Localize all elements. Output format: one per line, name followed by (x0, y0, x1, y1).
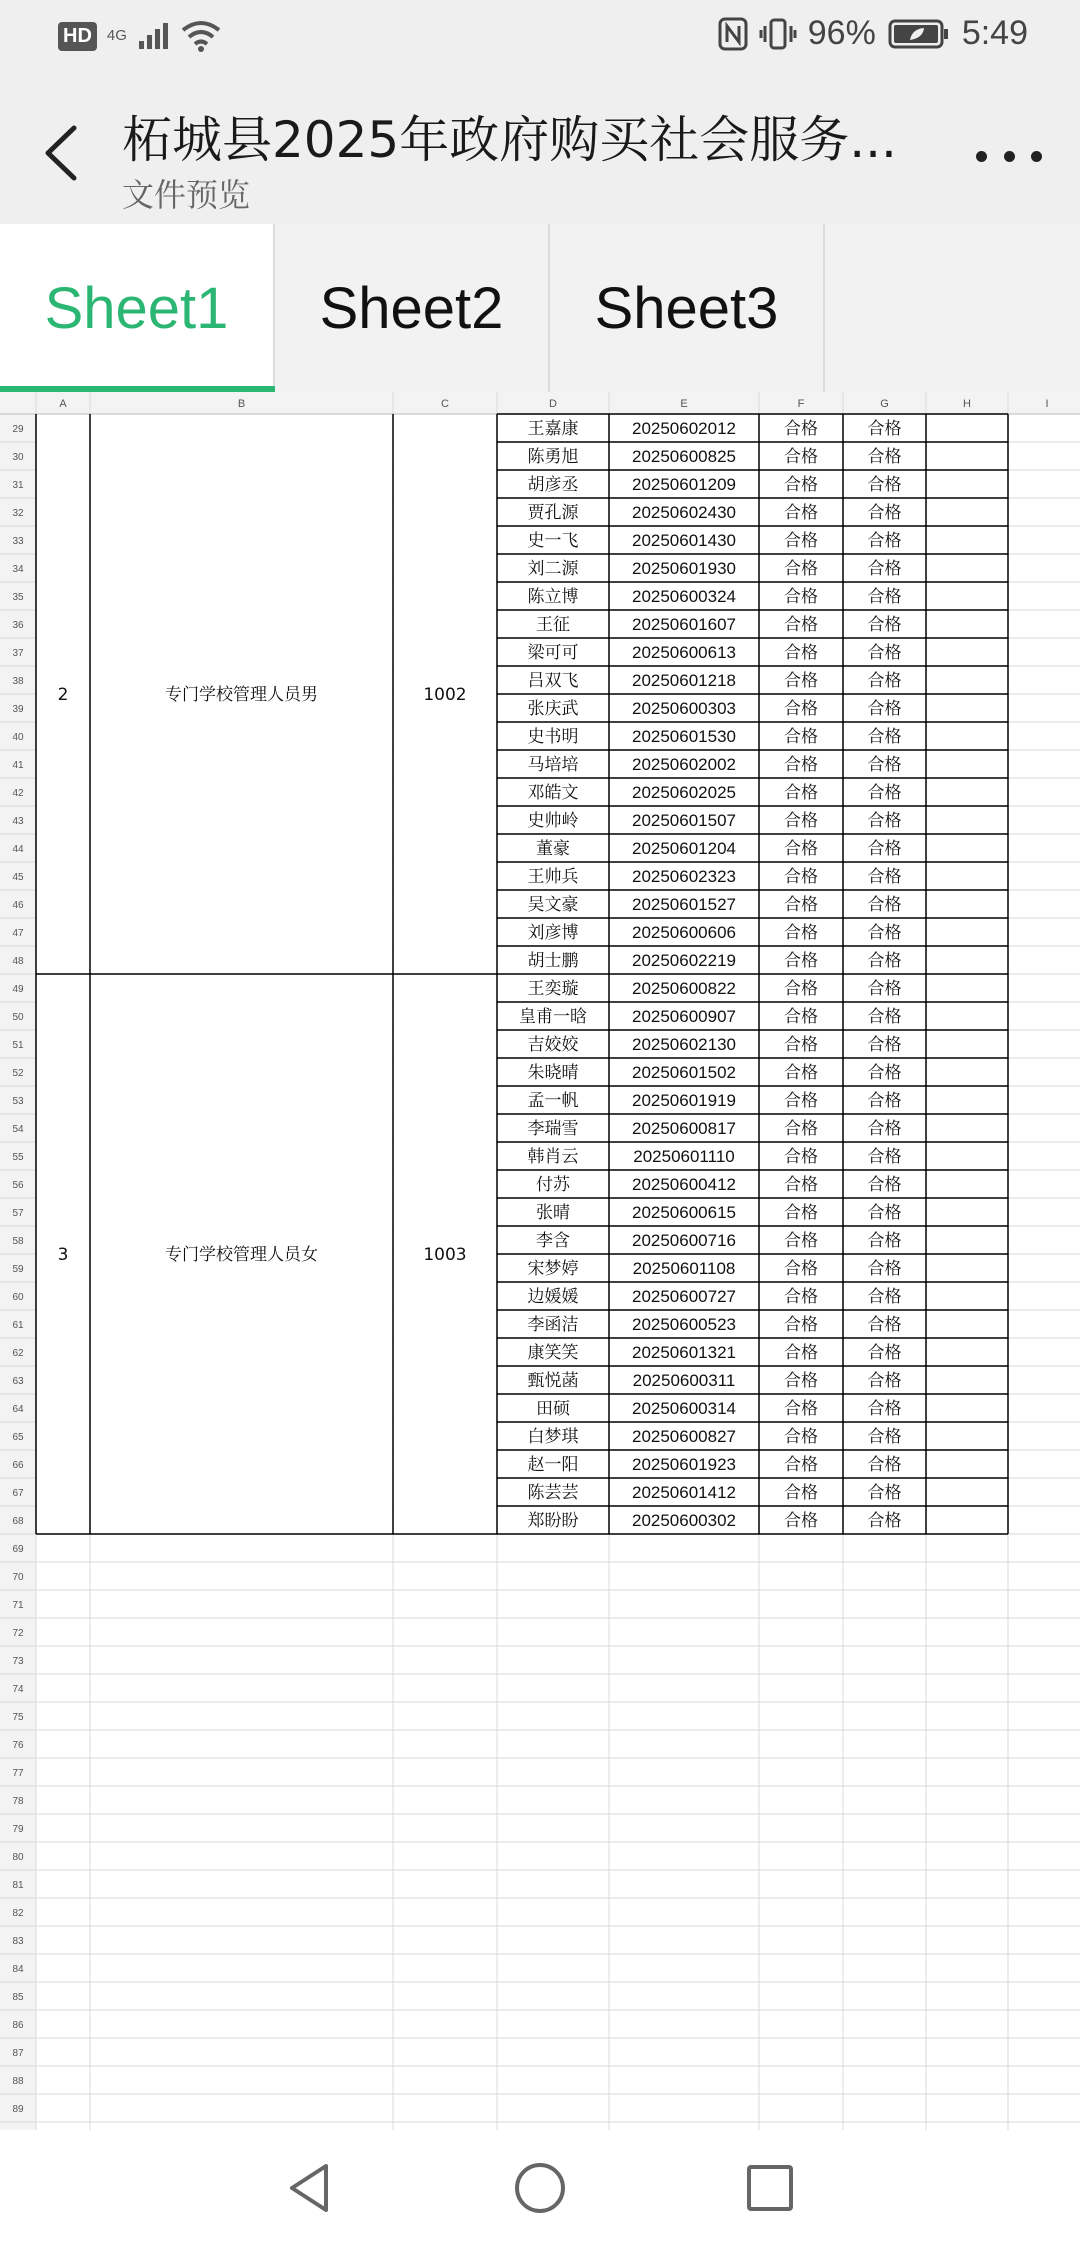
result-g: 合格 (867, 1007, 902, 1027)
row-number: 54 (12, 1124, 24, 1135)
result-f: 合格 (784, 1259, 818, 1279)
exam-number: 20250601919 (631, 1091, 737, 1110)
column-header-I: I (1045, 398, 1049, 410)
result-g: 合格 (867, 1175, 902, 1195)
candidate-name: 史一飞 (527, 531, 579, 551)
result-f: 合格 (784, 755, 818, 775)
result-g: 合格 (867, 839, 902, 859)
candidate-name: 王奕璇 (527, 979, 579, 999)
system-nav-bar (0, 2130, 1080, 2244)
result-g: 合格 (867, 643, 902, 663)
exam-number: 20250601218 (631, 671, 737, 690)
result-f: 合格 (784, 503, 818, 523)
exam-number: 20250600412 (631, 1175, 737, 1194)
candidate-name: 刘彦博 (527, 923, 579, 943)
row-number: 66 (12, 1460, 24, 1471)
result-g: 合格 (867, 951, 902, 971)
row-number: 87 (12, 2048, 24, 2059)
exam-number: 20250601108 (632, 1259, 736, 1278)
candidate-name: 吴文豪 (527, 895, 579, 915)
result-f: 合格 (784, 1287, 818, 1307)
status-left (58, 20, 221, 52)
row-number: 48 (12, 956, 24, 967)
result-f: 合格 (784, 923, 818, 943)
result-f: 合格 (784, 1091, 818, 1111)
result-f: 合格 (784, 643, 818, 663)
row-number: 88 (12, 2076, 24, 2087)
exam-number: 20250601430 (631, 531, 737, 550)
candidate-name: 吉姣姣 (527, 1035, 579, 1055)
exam-number: 20250602430 (631, 503, 737, 522)
spreadsheet-grid (0, 392, 1080, 2130)
clock: 5:49 (961, 14, 1028, 52)
result-f: 合格 (784, 1511, 818, 1531)
result-g: 合格 (867, 1455, 902, 1475)
status-right (718, 14, 1028, 53)
row-number: 80 (12, 1852, 24, 1863)
result-g: 合格 (867, 1511, 902, 1531)
group-number: 3 (57, 1245, 69, 1265)
row-number: 56 (12, 1180, 24, 1191)
exam-number: 20250601209 (631, 475, 737, 494)
result-f: 合格 (784, 671, 818, 691)
candidate-name: 王帅兵 (527, 867, 579, 887)
result-g: 合格 (867, 587, 902, 607)
tab-sheet1[interactable]: Sheet1 (0, 224, 275, 392)
exam-number: 20250601204 (631, 839, 737, 858)
exam-number: 20250601607 (631, 615, 737, 634)
row-number: 70 (12, 1572, 24, 1583)
column-header-H: H (963, 398, 971, 410)
result-g: 合格 (867, 419, 902, 439)
candidate-name: 张晴 (536, 1203, 570, 1223)
result-g: 合格 (867, 1483, 902, 1503)
candidate-name: 李瑞雪 (527, 1119, 579, 1139)
tab-sheet2[interactable]: Sheet2 (275, 224, 550, 392)
candidate-name: 田硕 (536, 1399, 570, 1419)
nav-home-icon[interactable] (512, 2160, 568, 2216)
result-f: 合格 (784, 727, 818, 747)
candidate-name: 张庆武 (527, 699, 579, 719)
tab-sheet3[interactable]: Sheet3 (550, 224, 825, 392)
row-number: 78 (12, 1796, 24, 1807)
exam-number: 20250602323 (631, 867, 737, 886)
result-f: 合格 (784, 475, 818, 495)
result-g: 合格 (867, 1119, 902, 1139)
result-f: 合格 (784, 1007, 818, 1027)
result-g: 合格 (867, 1399, 902, 1419)
row-number: 77 (12, 1768, 24, 1779)
more-options-icon[interactable] (976, 146, 1042, 166)
exam-number: 20250600827 (631, 1427, 737, 1446)
row-number: 75 (12, 1712, 24, 1723)
result-f: 合格 (784, 1231, 818, 1251)
candidate-name: 贾孔源 (527, 503, 579, 523)
position-code: 1002 (423, 685, 467, 705)
exam-number: 20250601930 (631, 559, 737, 578)
result-g: 合格 (867, 727, 902, 747)
result-g: 合格 (867, 559, 902, 579)
result-g: 合格 (867, 1091, 902, 1111)
signal-icon (137, 21, 171, 51)
exam-number: 20250600716 (631, 1231, 737, 1250)
row-number: 62 (12, 1348, 24, 1359)
candidate-name: 朱晓晴 (527, 1063, 579, 1083)
row-number: 38 (12, 676, 24, 687)
candidate-name: 马培培 (527, 755, 579, 775)
candidate-name: 边媛媛 (527, 1287, 579, 1307)
row-number: 65 (12, 1432, 24, 1443)
exam-number: 20250600727 (631, 1287, 737, 1306)
column-header-bar (0, 392, 1080, 414)
candidate-name: 郑盼盼 (527, 1511, 579, 1531)
exam-number: 20250601412 (631, 1483, 737, 1502)
row-number: 50 (12, 1012, 24, 1023)
result-g: 合格 (867, 867, 902, 887)
exam-number: 20250601530 (631, 727, 737, 746)
row-number: 39 (12, 704, 24, 715)
row-number: 67 (12, 1488, 24, 1499)
exam-number: 20250601502 (631, 1063, 737, 1082)
row-number: 31 (12, 480, 24, 491)
battery-icon (888, 18, 950, 50)
hd-badge: HD (58, 22, 97, 51)
spreadsheet-view[interactable] (0, 392, 1080, 2130)
column-header-B: B (237, 398, 246, 410)
row-number: 30 (12, 452, 24, 463)
candidate-name: 李含 (536, 1231, 570, 1251)
result-g: 合格 (867, 895, 902, 915)
row-number: 71 (12, 1600, 24, 1611)
candidate-name: 胡彦丞 (527, 475, 579, 495)
vibrate-icon (760, 17, 796, 51)
result-f: 合格 (784, 699, 818, 719)
row-number: 85 (12, 1992, 24, 2003)
exam-number: 20250602012 (631, 419, 737, 438)
row-number: 47 (12, 928, 24, 939)
row-number: 37 (12, 648, 24, 659)
row-number: 68 (12, 1516, 24, 1527)
result-g: 合格 (867, 1035, 902, 1055)
result-f: 合格 (784, 1063, 818, 1083)
result-f: 合格 (784, 1371, 818, 1391)
candidate-name: 刘二源 (527, 559, 579, 579)
row-number: 60 (12, 1292, 24, 1303)
row-number: 61 (12, 1320, 24, 1331)
result-f: 合格 (784, 1343, 818, 1363)
sheet-tab-bar (0, 224, 1080, 394)
exam-number: 20250600324 (631, 587, 737, 606)
result-f: 合格 (784, 419, 818, 439)
status-bar (0, 0, 1080, 78)
exam-number: 20250601527 (631, 895, 737, 914)
row-number: 63 (12, 1376, 24, 1387)
candidate-name: 董豪 (536, 839, 570, 859)
candidate-name: 陈立博 (527, 587, 579, 607)
result-f: 合格 (784, 615, 818, 635)
candidate-name: 康笑笑 (527, 1343, 579, 1363)
candidate-name: 宋梦婷 (527, 1259, 579, 1279)
row-number: 55 (12, 1152, 24, 1163)
exam-number: 20250600817 (631, 1119, 737, 1138)
column-header-E: E (680, 398, 688, 410)
result-g: 合格 (867, 1427, 902, 1447)
column-header-F: F (797, 398, 805, 410)
row-number: 46 (12, 900, 24, 911)
exam-number: 20250601110 (633, 1147, 735, 1166)
result-g: 合格 (867, 671, 902, 691)
row-number: 83 (12, 1936, 24, 1947)
row-number: 53 (12, 1096, 24, 1107)
result-g: 合格 (867, 811, 902, 831)
result-g: 合格 (867, 475, 902, 495)
row-number: 42 (12, 788, 24, 799)
row-number: 43 (12, 816, 24, 827)
exam-number: 20250602130 (631, 1035, 737, 1054)
row-number: 45 (12, 872, 24, 883)
result-f: 合格 (784, 587, 818, 607)
row-number: 74 (12, 1684, 24, 1695)
result-g: 合格 (867, 503, 902, 523)
row-number: 81 (12, 1880, 24, 1891)
candidate-name: 皇甫一晗 (519, 1007, 587, 1027)
row-number: 44 (12, 844, 24, 855)
position-name: 专门学校管理人员女 (165, 1245, 318, 1265)
exam-number: 20250601923 (631, 1455, 737, 1474)
result-f: 合格 (784, 867, 818, 887)
exam-number: 20250600606 (631, 923, 737, 942)
result-g: 合格 (867, 755, 902, 775)
exam-number: 20250602219 (631, 951, 737, 970)
document-title: 柘城县2025年政府购买社会服务... (122, 111, 897, 169)
candidate-name: 付苏 (536, 1175, 570, 1195)
row-number: 57 (12, 1208, 24, 1219)
row-number: 29 (12, 424, 24, 435)
result-f: 合格 (784, 783, 818, 803)
exam-number: 20250600303 (631, 699, 737, 718)
row-number: 51 (12, 1040, 24, 1051)
row-number: 40 (12, 732, 24, 743)
result-f: 合格 (784, 895, 818, 915)
result-g: 合格 (867, 1203, 902, 1223)
row-number: 72 (12, 1628, 24, 1639)
document-subtitle: 文件预览 (122, 176, 251, 214)
battery-percent: 96% (807, 14, 876, 52)
nav-back-icon[interactable] (282, 2160, 338, 2216)
candidate-name: 梁可可 (527, 643, 579, 663)
row-number: 33 (12, 536, 24, 547)
row-number: 58 (12, 1236, 24, 1247)
result-g: 合格 (867, 1147, 902, 1167)
candidate-name: 韩肖云 (527, 1147, 579, 1167)
candidate-name: 赵一阳 (527, 1455, 579, 1475)
row-number: 32 (12, 508, 24, 519)
row-number: 89 (12, 2104, 24, 2115)
title-bar (0, 78, 1080, 224)
back-arrow-icon[interactable] (38, 122, 82, 184)
result-g: 合格 (867, 979, 902, 999)
result-f: 合格 (784, 1119, 818, 1139)
result-f: 合格 (784, 1399, 818, 1419)
result-g: 合格 (867, 1343, 902, 1363)
exam-number: 20250600311 (632, 1371, 736, 1390)
result-f: 合格 (784, 1035, 818, 1055)
row-number: 52 (12, 1068, 24, 1079)
exam-number: 20250600613 (631, 643, 737, 662)
result-f: 合格 (784, 1203, 818, 1223)
result-f: 合格 (784, 447, 818, 467)
candidate-name: 王征 (536, 615, 570, 635)
result-g: 合格 (867, 783, 902, 803)
result-g: 合格 (867, 923, 902, 943)
result-f: 合格 (784, 951, 818, 971)
result-g: 合格 (867, 1231, 902, 1251)
result-g: 合格 (867, 1315, 902, 1335)
row-number: 49 (12, 984, 24, 995)
exam-number: 20250600523 (631, 1315, 737, 1334)
candidate-name: 陈芸芸 (527, 1483, 579, 1503)
result-f: 合格 (784, 531, 818, 551)
exam-number: 20250600314 (631, 1399, 737, 1418)
candidate-name: 李函洁 (527, 1315, 579, 1335)
row-number: 82 (12, 1908, 24, 1919)
candidate-name: 史书明 (527, 727, 579, 747)
candidate-name: 邓皓文 (527, 783, 579, 803)
candidate-name: 胡士鹏 (527, 951, 579, 971)
row-number: 69 (12, 1544, 24, 1555)
exam-number: 20250600302 (631, 1511, 737, 1530)
row-number: 79 (12, 1824, 24, 1835)
result-g: 合格 (867, 447, 902, 467)
result-g: 合格 (867, 699, 902, 719)
result-g: 合格 (867, 1259, 902, 1279)
result-f: 合格 (784, 1455, 818, 1475)
wifi-icon (181, 20, 221, 52)
position-code: 1003 (423, 1245, 467, 1265)
candidate-name: 白梦琪 (527, 1427, 579, 1447)
exam-number: 20250600822 (631, 979, 737, 998)
row-number: 64 (12, 1404, 24, 1415)
result-g: 合格 (867, 1287, 902, 1307)
candidate-name: 王嘉康 (527, 419, 579, 439)
result-f: 合格 (784, 1315, 818, 1335)
result-f: 合格 (784, 979, 818, 999)
result-g: 合格 (867, 531, 902, 551)
exam-number: 20250600615 (631, 1203, 737, 1222)
exam-number: 20250602002 (631, 755, 737, 774)
row-number: 73 (12, 1656, 24, 1667)
exam-number: 20250601507 (631, 811, 737, 830)
result-f: 合格 (784, 1483, 818, 1503)
candidate-name: 吕双飞 (527, 671, 579, 691)
result-f: 合格 (784, 1175, 818, 1195)
position-name: 专门学校管理人员男 (165, 685, 318, 705)
candidate-name: 孟一帆 (527, 1091, 579, 1111)
result-g: 合格 (867, 1063, 902, 1083)
result-f: 合格 (784, 1147, 818, 1167)
candidate-name: 史帅岭 (527, 811, 579, 831)
column-header-A: A (59, 398, 67, 410)
candidate-name: 陈勇旭 (527, 447, 579, 467)
result-f: 合格 (784, 559, 818, 579)
column-header-D: D (549, 398, 557, 410)
row-number: 84 (12, 1964, 24, 1975)
row-number: 76 (12, 1740, 24, 1751)
result-g: 合格 (867, 615, 902, 635)
result-f: 合格 (784, 1427, 818, 1447)
group-number: 2 (57, 685, 69, 705)
exam-number: 20250601321 (631, 1343, 737, 1362)
nfc-icon (718, 17, 748, 51)
exam-number: 20250600825 (631, 447, 737, 466)
row-number: 59 (12, 1264, 24, 1275)
candidate-name: 甄悦菡 (527, 1371, 579, 1391)
exam-number: 20250602025 (631, 783, 737, 802)
row-number: 35 (12, 592, 24, 603)
row-number: 36 (12, 620, 24, 631)
result-f: 合格 (784, 839, 818, 859)
nav-recents-icon[interactable] (742, 2160, 798, 2216)
column-header-C: C (441, 398, 449, 410)
row-number: 34 (12, 564, 24, 575)
row-number: 41 (12, 760, 24, 771)
exam-number: 20250600907 (631, 1007, 737, 1026)
result-f: 合格 (784, 811, 818, 831)
result-g: 合格 (867, 1371, 902, 1391)
column-header-G: G (880, 398, 889, 410)
row-number: 86 (12, 2020, 24, 2031)
network-type: 4G (106, 27, 127, 44)
